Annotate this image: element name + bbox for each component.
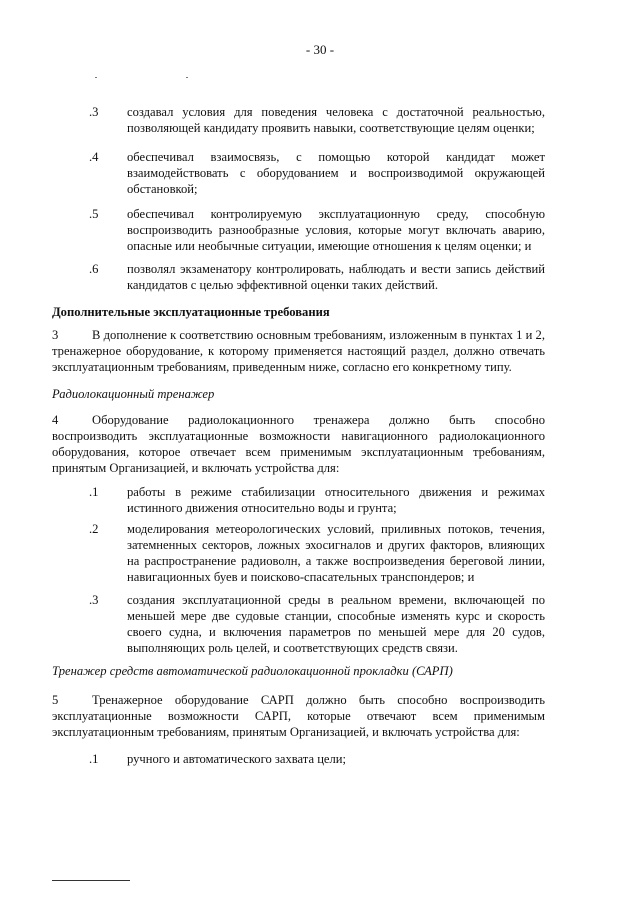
list-item-text: моделирования метеорологических условий, приливных потоков, течения, затемненных секторов, ложных эхосигналов и других факторов, влияющих на распространение радиоволн, а также воспроизведения береговой линии, навигационных буев и поисково-спасательных транспондеров; и (127, 522, 545, 584)
list-item (85, 751, 545, 767)
list-item (85, 149, 545, 197)
list-item-number: .4 (89, 150, 99, 164)
scan-speck (186, 77, 188, 78)
list-item-text: создавал условия для поведения человека с достаточной реальностью, позволяющей кандидату проявить навыки, соответствующие целям оценки; (127, 105, 545, 135)
paragraph-4 (52, 412, 545, 476)
list-item-number: .1 (89, 752, 99, 766)
list-item-text: позволял экзаменатору контролировать, наблюдать и вести запись действий кандидатов с целью эффективной оценки таких действий. (127, 262, 545, 292)
list-item-text: создания эксплуатационной среды в реальном времени, включающей по меньшей мере две судовые станции, способные изменять курс и скорость своего судна, и включения параметров по меньшей мере для 20 судов, выполняющих роль целей, и соответствующих средств связи. (127, 593, 545, 655)
paragraph-number: 3 (52, 328, 59, 342)
list-item (85, 261, 545, 293)
paragraph-number: 4 (52, 413, 59, 427)
list-item (85, 592, 545, 656)
list-item-number: .2 (89, 522, 99, 536)
list-item (85, 206, 545, 254)
list-item-text: обеспечивал взаимосвязь, с помощью которой кандидат может взаимодействовать с оборудованием и воспроизводимой окружающей обстановкой; (127, 150, 545, 196)
paragraph-text: В дополнение к соответствию основным требованиям, изложенным в пунктах 1 и 2, тренажерное оборудование, к которому применяется настоящий раздел, должно отвечать эксплуатационным требованиям, приведенным ниже, согласно его конкретному типу. (52, 328, 545, 374)
list-item-number: .3 (89, 593, 99, 607)
page-number: - 30 - (305, 42, 335, 57)
paragraph-3 (52, 327, 545, 375)
list-item-number: .3 (89, 105, 99, 119)
list-item (85, 104, 545, 136)
paragraph-text: Оборудование радиолокационного тренажера должно быть способно воспроизводить эксплуатационные возможности навигационного радиолокационного оборудования, которое отвечает всем применимым эксплуатационным требованиям, принятым Организацией, и включать устройства для: (52, 413, 545, 475)
list-item (85, 484, 545, 516)
paragraph-5 (52, 692, 545, 740)
footer-rule (52, 880, 130, 881)
subsection-heading-arpa: Тренажер средств автоматической радиолокационной прокладки (САРП) (52, 664, 453, 678)
list-item-text: обеспечивал контролируемую эксплуатационную среду, способную воспроизводить разнообразные условия, которые могут включать аварию, опасные или необычные ситуации, имеющие отношения к целям оценки; и (127, 207, 545, 253)
list-item-number: .6 (89, 262, 99, 276)
list-item (85, 521, 545, 585)
list-item-text: работы в режиме стабилизации относительного движения и режимах истинного движения относительно воды и грунта; (127, 485, 545, 515)
scan-speck (95, 77, 97, 78)
list-item-text: ручного и автоматического захвата цели; (127, 752, 347, 766)
paragraph-number: 5 (52, 693, 59, 707)
section-heading: Дополнительные эксплуатационные требования (52, 305, 330, 319)
paragraph-text: Тренажерное оборудование САРП должно быть способно воспроизводить эксплуатационные возможности САРП, которые отвечают всем применимым эксплуатационным требованиям, принятым Организацией, и включать устройства для: (52, 693, 545, 739)
list-item-number: .5 (89, 207, 99, 221)
list-item-number: .1 (89, 485, 99, 499)
subsection-heading-radar: Радиолокационный тренажер (52, 387, 215, 401)
